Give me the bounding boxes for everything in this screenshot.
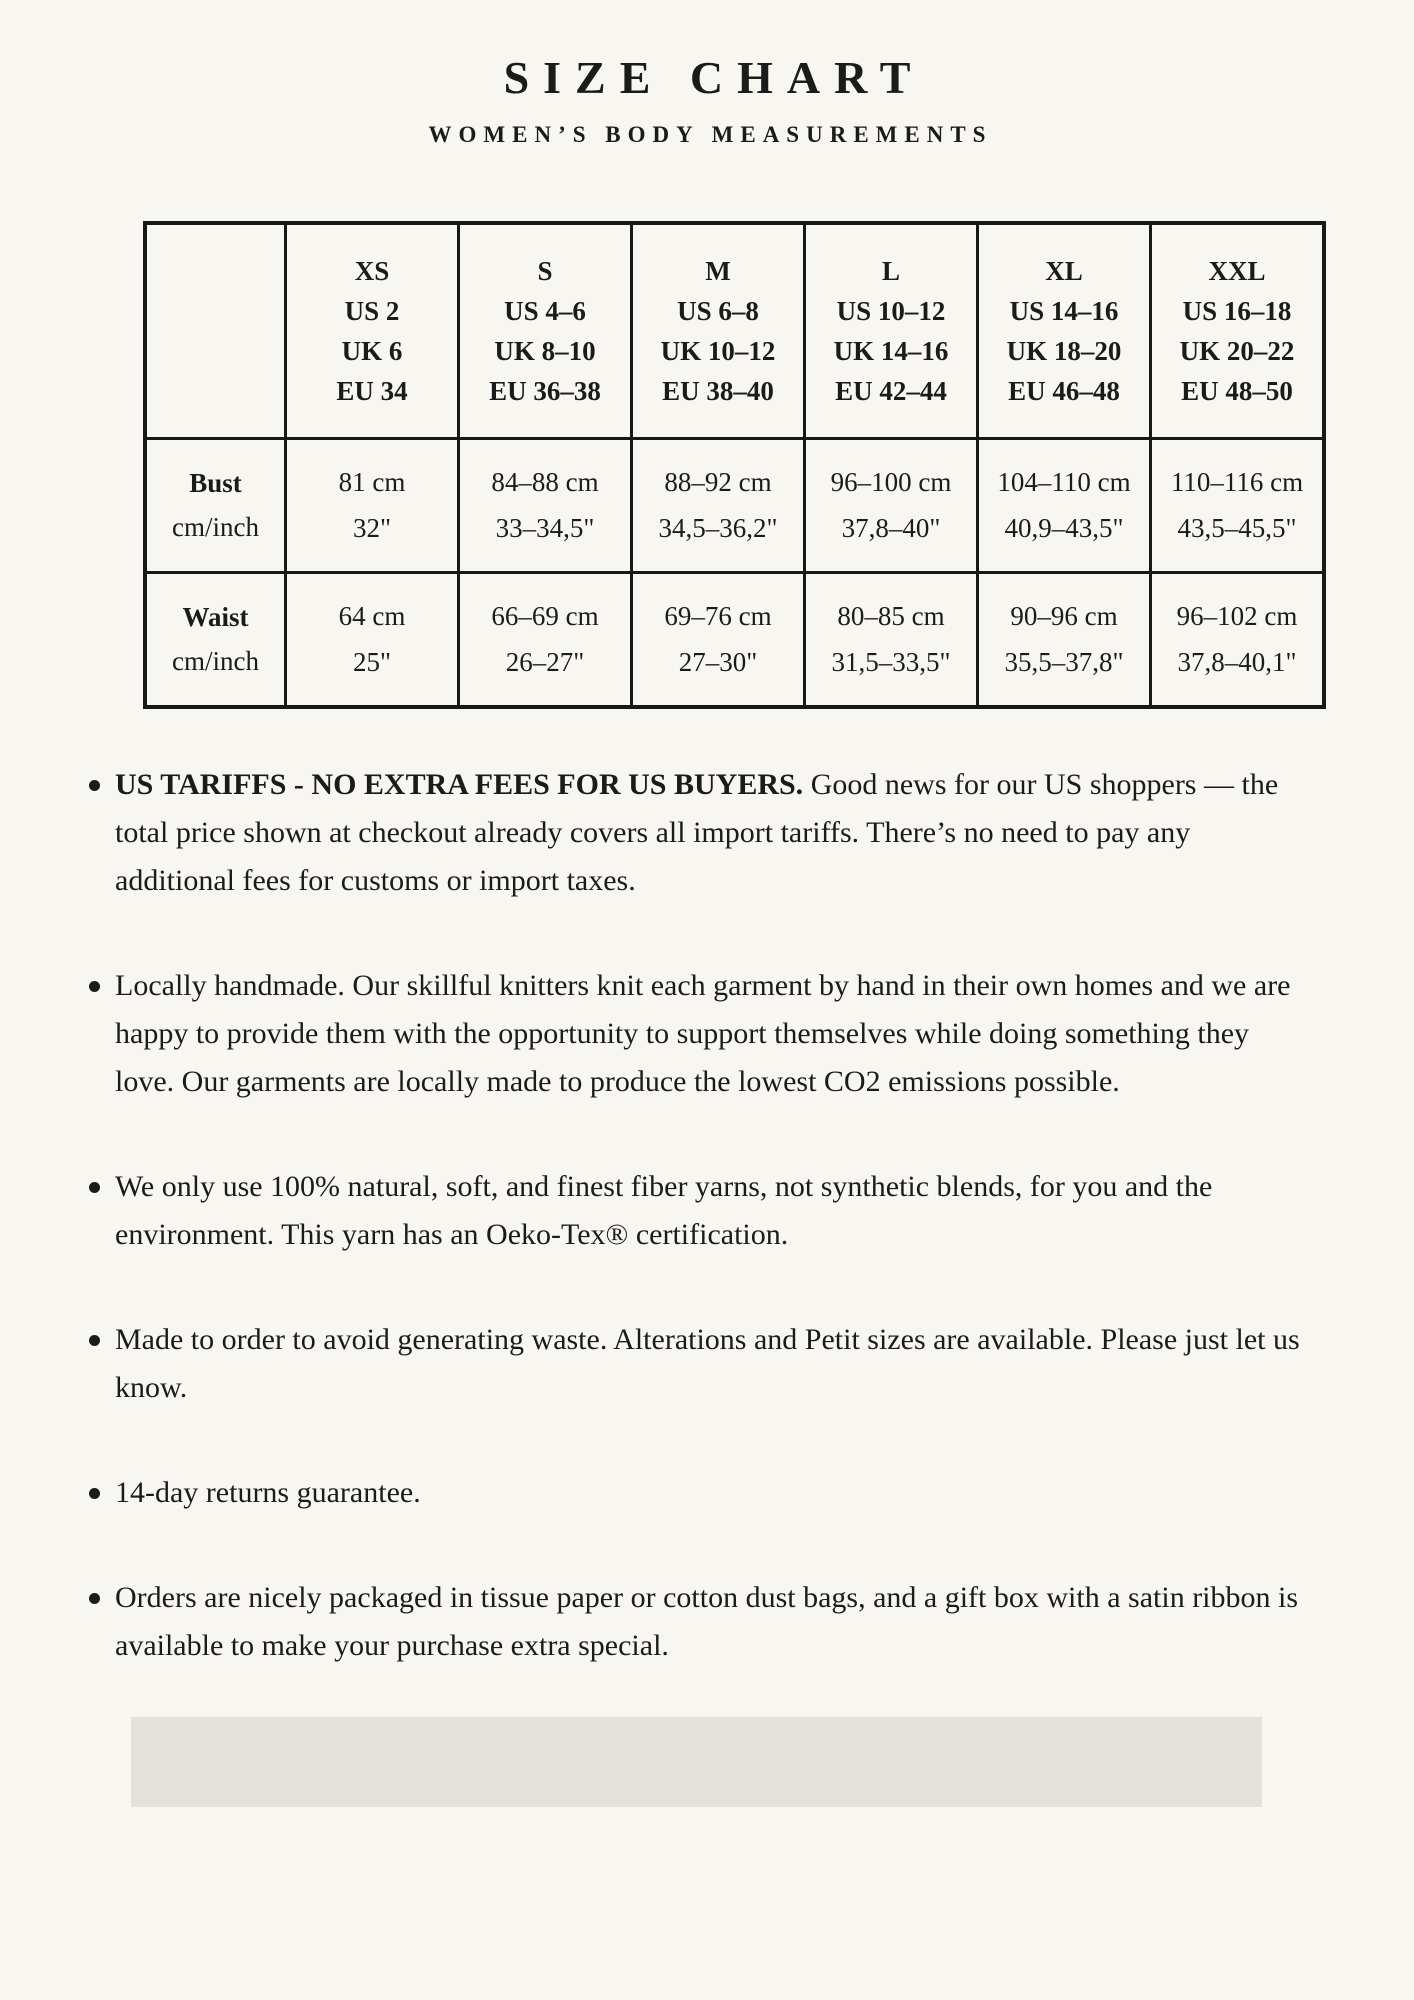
measure-value-cell xyxy=(1151,438,1325,572)
value-cm: 81 cm xyxy=(338,467,406,498)
size-header-cell-s xyxy=(459,223,632,439)
size-us: US 6–8 xyxy=(677,295,759,326)
value-inch: 33–34,5" xyxy=(495,513,595,544)
size-uk: UK 14–16 xyxy=(833,335,949,366)
value-cm: 110–116 cm xyxy=(1170,467,1304,498)
page-subtitle: WOMEN’S BODY MEASUREMENTS xyxy=(428,122,993,148)
bullet-icon xyxy=(89,780,100,791)
measure-value-cell xyxy=(978,572,1151,707)
measure-value-cell xyxy=(632,438,805,572)
size-name: L xyxy=(881,255,900,286)
size-header-cell-m xyxy=(632,223,805,439)
bullet-text: Made to order to avoid generating waste. Alterations and Petit sizes are available. Please just let us know. xyxy=(115,1322,1300,1404)
size-name: M xyxy=(705,255,731,286)
value-inch: 25" xyxy=(352,647,392,678)
list-item xyxy=(88,761,1305,905)
value-inch: 35,5–37,8" xyxy=(1004,647,1124,678)
size-name: XS xyxy=(354,255,390,286)
list-item xyxy=(88,1469,1305,1517)
value-inch: 32" xyxy=(352,513,392,544)
measure-value-cell xyxy=(1151,572,1325,707)
measure-label: Waist xyxy=(182,602,249,633)
measure-value-cell xyxy=(459,572,632,707)
size-uk: UK 10–12 xyxy=(660,335,776,366)
size-header-cell-xxl xyxy=(1151,223,1325,439)
measure-value-cell xyxy=(805,438,978,572)
value-inch: 43,5–45,5" xyxy=(1177,513,1297,544)
value-cm: 84–88 cm xyxy=(491,467,599,498)
size-eu: EU 46–48 xyxy=(1008,375,1120,406)
value-cm: 69–76 cm xyxy=(664,601,772,632)
measure-label-cell xyxy=(145,438,286,572)
value-cm: 104–110 cm xyxy=(997,467,1131,498)
measure-label-cell xyxy=(145,572,286,707)
value-inch: 34,5–36,2" xyxy=(658,513,778,544)
bullet-text: 14-day returns guarantee. xyxy=(115,1475,421,1509)
size-eu: EU 48–50 xyxy=(1181,375,1293,406)
list-item xyxy=(88,1574,1305,1670)
size-chart-table xyxy=(143,221,1326,709)
size-uk: UK 20–22 xyxy=(1179,335,1295,366)
size-uk: UK 6 xyxy=(341,335,403,366)
size-eu: EU 38–40 xyxy=(662,375,774,406)
page-title: SIZE CHART xyxy=(503,52,925,103)
size-uk: UK 8–10 xyxy=(494,335,596,366)
measure-row-waist xyxy=(145,572,1324,707)
bullet-icon xyxy=(89,1488,100,1499)
list-item xyxy=(88,1316,1305,1412)
size-us: US 16–18 xyxy=(1182,295,1292,326)
measure-unit: cm/inch xyxy=(172,646,259,677)
bullet-icon xyxy=(89,1335,100,1346)
value-cm: 80–85 cm xyxy=(837,601,945,632)
bullet-icon xyxy=(89,1182,100,1193)
size-eu: EU 36–38 xyxy=(489,375,601,406)
size-us: US 2 xyxy=(344,295,400,326)
size-chart-table-body xyxy=(145,223,1324,707)
size-eu: EU 42–44 xyxy=(835,375,947,406)
size-eu: EU 34 xyxy=(336,375,408,406)
value-cm: 88–92 cm xyxy=(664,467,772,498)
bullet-text: Locally handmade. Our skillful knitters knit each garment by hand in their own homes and we are happy to provide them with the opportunity to support themselves while doing something they love. Our garments are locally made to produce the lowest CO2 emissions possible. xyxy=(115,968,1291,1098)
bottom-panel xyxy=(131,1717,1262,1807)
bullet-text: Good news for our US shoppers — the total price shown at checkout already covers all import tariffs. There’s no need to pay any additional fees for customs or import taxes. xyxy=(115,767,1279,897)
value-inch: 40,9–43,5" xyxy=(1004,513,1124,544)
measure-row-bust xyxy=(145,438,1324,572)
measure-value-cell xyxy=(805,572,978,707)
value-cm: 66–69 cm xyxy=(491,601,599,632)
value-inch: 37,8–40" xyxy=(841,513,941,544)
value-inch: 27–30" xyxy=(678,647,758,678)
size-uk: UK 18–20 xyxy=(1006,335,1122,366)
bullet-icon xyxy=(89,1593,100,1604)
value-cm: 96–100 cm xyxy=(830,467,952,498)
measure-value-cell xyxy=(978,438,1151,572)
value-inch: 31,5–33,5" xyxy=(831,647,951,678)
bullet-text: We only use 100% natural, soft, and finest fiber yarns, not synthetic blends, for you and the environment. This yarn has an Oeko-Tex® certification. xyxy=(115,1169,1213,1251)
bullet-lead: US TARIFFS - NO EXTRA FEES FOR US BUYERS. xyxy=(115,767,804,801)
size-header-cell-xs xyxy=(286,223,459,439)
size-us: US 4–6 xyxy=(504,295,586,326)
size-name: S xyxy=(537,255,553,286)
size-name: XL xyxy=(1045,255,1083,286)
list-item xyxy=(88,1163,1305,1259)
measure-unit: cm/inch xyxy=(172,512,259,543)
size-header-cell-xl xyxy=(978,223,1151,439)
value-inch: 26–27" xyxy=(505,647,585,678)
value-inch: 37,8–40,1" xyxy=(1177,647,1297,678)
measure-value-cell xyxy=(286,572,459,707)
size-us: US 14–16 xyxy=(1009,295,1119,326)
bullet-icon xyxy=(89,981,100,992)
measure-label: Bust xyxy=(189,468,242,499)
size-name: XXL xyxy=(1208,255,1266,286)
size-us: US 10–12 xyxy=(836,295,946,326)
size-header-row xyxy=(145,223,1324,439)
measure-value-cell xyxy=(632,572,805,707)
measure-value-cell xyxy=(459,438,632,572)
size-header-cell-l xyxy=(805,223,978,439)
info-list xyxy=(88,761,1315,1670)
corner-cell xyxy=(145,223,286,439)
measure-value-cell xyxy=(286,438,459,572)
list-item xyxy=(88,962,1305,1106)
value-cm: 90–96 cm xyxy=(1010,601,1118,632)
value-cm: 64 cm xyxy=(338,601,406,632)
bullet-text: Orders are nicely packaged in tissue paper or cotton dust bags, and a gift box with a satin ribbon is available to make your purchase extra special. xyxy=(115,1580,1299,1662)
value-cm: 96–102 cm xyxy=(1176,601,1298,632)
